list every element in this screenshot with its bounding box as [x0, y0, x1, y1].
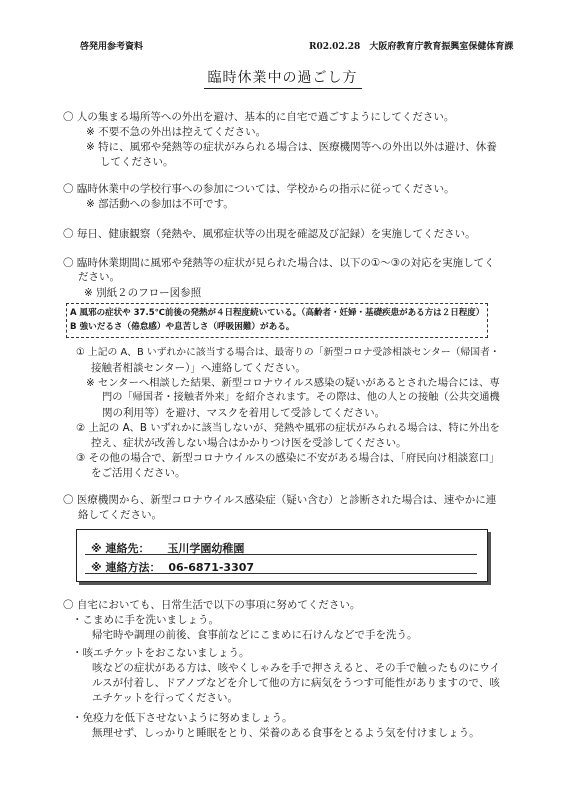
- text-line: 絡してください。: [78, 509, 162, 521]
- text-line: ※ 不要不急の外出は控えてください。: [86, 126, 267, 138]
- text-line: ・こまめに手を洗いましょう。: [72, 614, 219, 626]
- criteria-b: B 強いだるさ（倦怠感）や息苦しさ（呼吸困難）がある。: [70, 322, 295, 332]
- text-line: ださい。: [78, 271, 120, 283]
- text-line: ※ 部活動への参加は不可です。: [86, 198, 234, 210]
- text-line: 〇 自宅においても、日常生活で以下の事項に努めてください。: [63, 599, 361, 611]
- text-line: 〇 毎日、健康観察（発熱や、風邪症状等の出現を確認及び記録）を実施してください。: [63, 228, 476, 240]
- criteria-a: A 風邪の症状や 37.5℃前後の発熱が４日程度続いている。（高齢者・妊婦・基礎疾患がある方は２日程度）: [70, 308, 485, 318]
- text-line: ※ 別紙２のフロー図参照: [84, 287, 202, 299]
- text-line: 門の「帰国者・接触者外来」を紹介されます。その際は、他の人との接触（公共交通機: [102, 392, 500, 403]
- text-line: してください。: [100, 156, 174, 168]
- text-line: ・咳エチケットをおこないましょう。: [72, 647, 250, 659]
- header-right: R02.02.28 大阪府教育庁教育振興室保健体育課: [309, 42, 514, 52]
- page-title: 臨時休業中の過ごし方: [0, 67, 565, 87]
- text-line: 〇 臨時休業期間に風邪や発熱等の症状が見られた場合は、以下の①～③の対応を実施してく: [63, 257, 495, 269]
- text-line: 帰宅時や調理の前後、食事前などにこまめに石けんなどで手を洗う。: [92, 629, 418, 641]
- text-line: 関の利用等）を避け、マスクを着用して受診してください。: [102, 407, 386, 419]
- text-line: 〇 医療機関から、新型コロナウイルス感染症（疑い含む）と診断された場合は、速やかに連: [63, 494, 497, 506]
- text-line: 〇 人の集まる場所等への外出を避け、基本的に自宅で過ごすようにしてください。: [63, 111, 455, 123]
- text-line: 接触者相談センター）」へ連絡してください。: [91, 362, 306, 374]
- text-line: をご活用ください。: [91, 467, 186, 479]
- text-line: 無理せず、しっかりと睡眠をとり、栄養のある食事をとるよう気を付けましょう。: [92, 727, 480, 739]
- text-line: 咳などの症状がある方は、咳やくしゃみを手で押さえると、その手で触ったものにウイ: [92, 662, 500, 674]
- text-line: ※ センターへ相談した結果、新型コロナウイルス感染の疑いがあるとされた場合には、専: [86, 377, 500, 389]
- text-line: ※ 特に、風邪や発熱等の症状がみられる場合は、医療機関等への外出以外は避け、休養: [86, 141, 497, 153]
- contact-phone: 06-6871-3307: [168, 561, 255, 574]
- text-line: ② 上記の A、B いずれかに該当しないが、発熱や風邪の症状がみられる場合は、特に外出を: [76, 422, 500, 434]
- header-left: 啓発用参考資料: [80, 42, 144, 52]
- contact-name: 玉川学園幼稚園: [167, 542, 245, 555]
- text-line: ① 上記の A、B いずれかに該当する場合は、最寄りの「新型コロナ受診相談センター（帰国者・: [76, 347, 500, 358]
- text-line: ルスが付着し、ドアノブなどを介して他の方に病気をうつす可能性がありますので、咳: [92, 677, 500, 689]
- text-line: ③ その他の場合で、新型コロナウイルスの感染に不安がある場合は、「府民向け相談窓口」: [76, 452, 500, 464]
- text-line: 〇 臨時休業中の学校行事への参加については、学校からの指示に従ってください。: [63, 183, 455, 195]
- contact-name-label: ※ 連絡先：: [91, 542, 150, 555]
- criteria-box: [66, 303, 488, 338]
- contact-box: [76, 529, 488, 582]
- text-line: 控え、症状が改善しない場合はかかりつけ医を受診してください。: [91, 437, 407, 449]
- text-line: ・免疫力を低下させないように努めましょう。: [72, 712, 293, 724]
- text-line: エチケットを行ってください。: [92, 692, 239, 704]
- contact-phone-label: ※ 連絡方法：: [91, 561, 161, 574]
